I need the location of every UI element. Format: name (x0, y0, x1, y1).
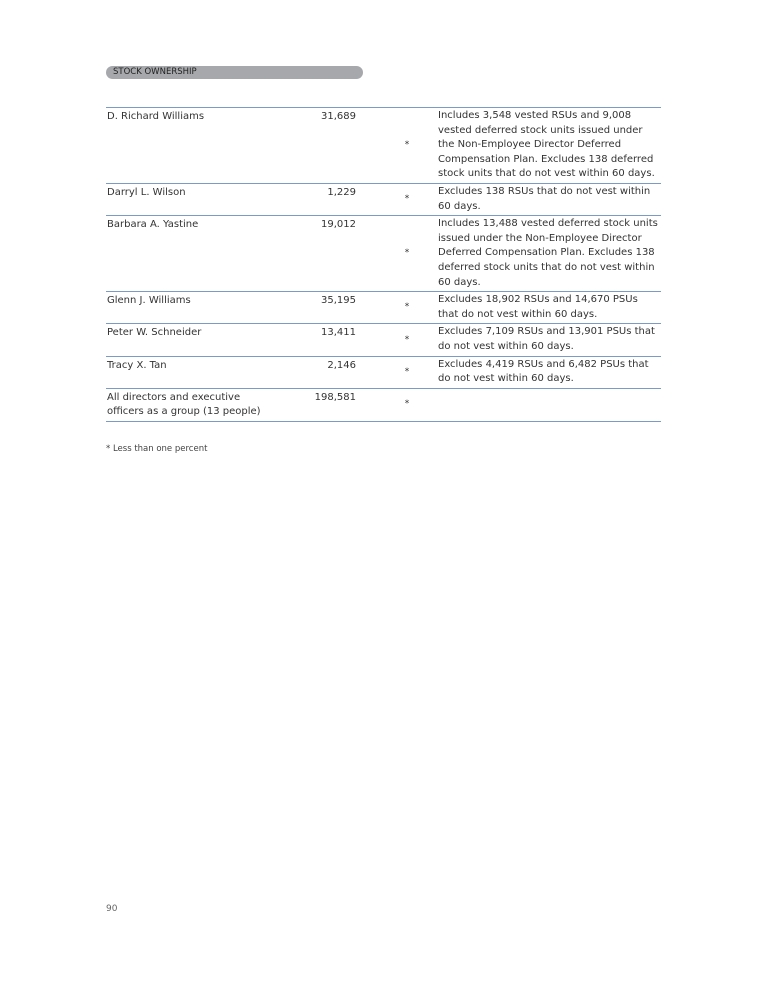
row-percent: * (404, 399, 410, 410)
row-percent: * (404, 366, 410, 377)
row-shares: 35,195 (321, 295, 356, 307)
row-note: Excludes 18,902 RSUs and 14,670 PSUs that do not vest within 60 days. (438, 294, 638, 320)
table-row (106, 184, 661, 216)
row-percent: * (404, 194, 410, 205)
row-shares: 19,012 (321, 219, 356, 231)
row-note: Includes 3,548 vested RSUs and 9,008 vested deferred stock units issued under the Non-Employee Director Deferred Compensation Plan. Excludes 138 deferred stock units that do not vest within 60 days. (438, 110, 655, 180)
table-row (106, 292, 661, 324)
row-percent: * (404, 248, 410, 259)
row-shares: 13,411 (321, 327, 356, 339)
table-row (106, 216, 661, 292)
row-percent: * (404, 334, 410, 345)
row-percent: * (404, 140, 410, 151)
row-name: Darryl L. Wilson (107, 186, 186, 198)
row-name: D. Richard Williams (107, 111, 205, 122)
row-name: Barbara A. Yastine (107, 219, 199, 231)
row-percent: * (404, 302, 410, 313)
row-note (438, 389, 661, 421)
ownership-table (106, 107, 661, 422)
footnote: * Less than one percent (106, 444, 208, 454)
row-note: Excludes 4,419 RSUs and 6,482 PSUs that do not vest within 60 days. (438, 358, 649, 385)
row-name: Tracy X. Tan (107, 359, 167, 371)
row-shares: 2,146 (327, 359, 356, 371)
section-label: STOCK OWNERSHIP (113, 67, 197, 77)
row-note: Excludes 7,109 RSUs and 13,901 PSUs that do not vest within 60 days. (438, 326, 655, 352)
table-row (106, 324, 661, 356)
row-name: All directors and executive officers as a group (13 people) (107, 391, 261, 418)
page-number: 90 (106, 904, 118, 914)
table-row (106, 389, 661, 422)
row-shares: 31,689 (321, 111, 356, 122)
table-row (106, 357, 661, 389)
row-name: Glenn J. Williams (107, 295, 191, 307)
table-row (106, 108, 661, 184)
row-shares: 1,229 (327, 186, 356, 198)
row-shares: 198,581 (314, 391, 356, 403)
row-name: Peter W. Schneider (107, 327, 202, 339)
row-note: Includes 13,488 vested deferred stock units issued under the Non-Employee Director Deferred Compensation Plan. Excludes 138 deferred stock units that do not vest within 60 days. (438, 218, 658, 288)
row-note: Excludes 138 RSUs that do not vest within 60 days. (438, 185, 651, 212)
section-header-tab (106, 66, 363, 79)
